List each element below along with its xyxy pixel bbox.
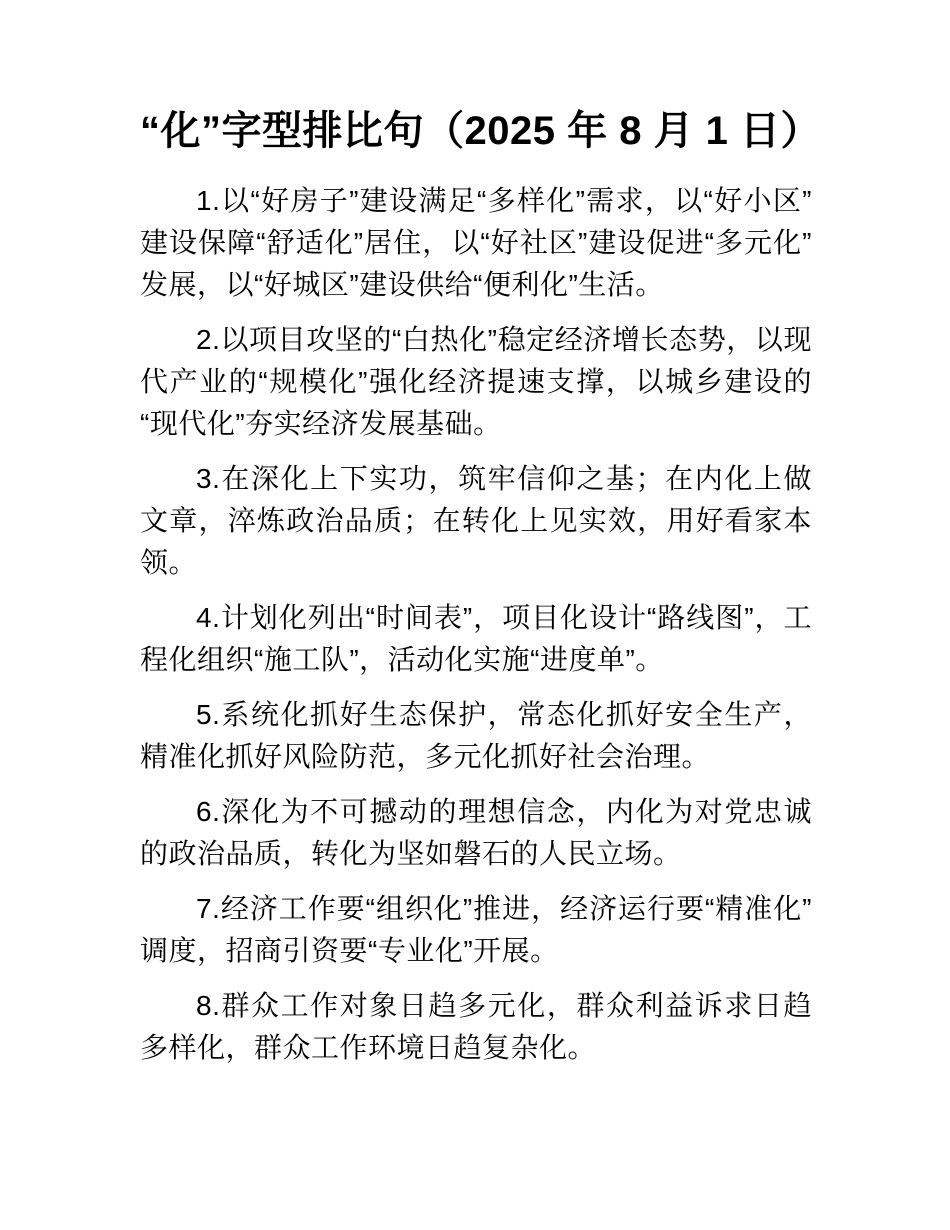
paragraph-4: 4.计划化列出“时间表”，项目化设计“路线图”，工程化组织“施工队”，活动化实施“进度单”。 [140, 602, 812, 675]
paragraph-5: 5.系统化抓好生态保护，常态化抓好安全生产，精准化抓好风险防范，多元化抓好社会治理。 [140, 699, 812, 772]
document-title: “化”字型排比句（2025 年 8 月 1 日） [140, 109, 822, 153]
paragraph-1: 1.以“好房子”建设满足“多样化”需求，以“好小区”建设保障“舒适化”居住，以“好社区”建设促进“多元化”发展，以“好城区”建设供给“便利化”生活。 [140, 185, 812, 300]
paragraph-8: 8.群众工作对象日趋多元化，群众利益诉求日趋多样化，群众工作环境日趋复杂化。 [140, 990, 812, 1063]
document-body [140, 180, 812, 1069]
paragraph-2: 2.以项目攻坚的“白热化”稳定经济增长态势，以现代产业的“规模化”强化经济提速支撑，以城乡建设的“现代化”夯实经济发展基础。 [140, 324, 812, 439]
paragraph-6: 6.深化为不可撼动的理想信念，内化为对党忠诚的政治品质，转化为坚如磐石的人民立场。 [140, 796, 812, 869]
paragraph-3: 3.在深化上下实功，筑牢信仰之基；在内化上做文章，淬炼政治品质；在转化上见实效，用好看家本领。 [140, 463, 812, 578]
paragraph-7: 7.经济工作要“组织化”推进，经济运行要“精准化”调度，招商引资要“专业化”开展。 [140, 893, 812, 966]
